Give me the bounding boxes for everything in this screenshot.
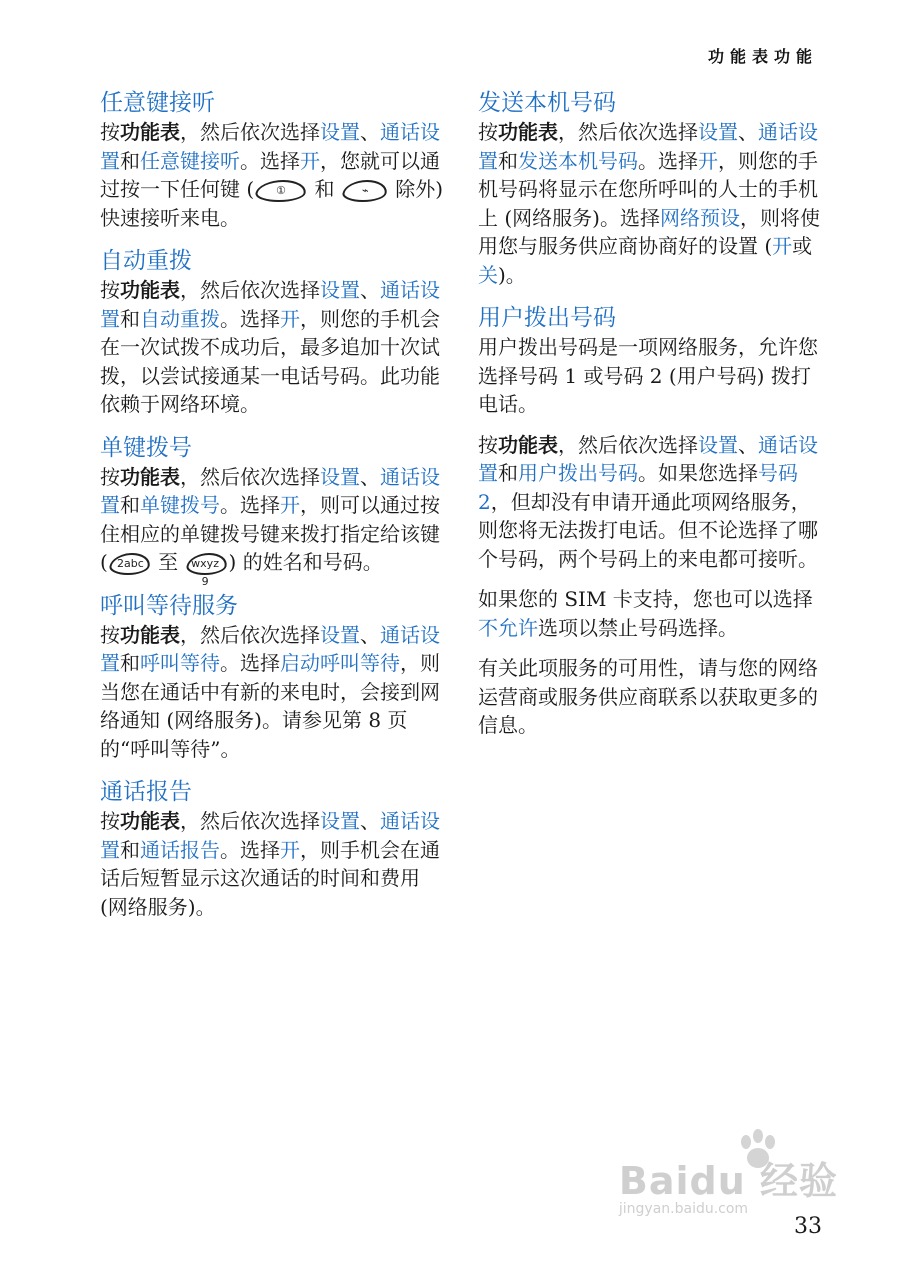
- section-title: 用户拨出号码: [478, 305, 616, 331]
- section-call-summary: [100, 777, 450, 921]
- section-body: 如果您的 SIM 卡支持，您也可以选择不允许选项以禁止号码选择。: [478, 587, 813, 640]
- section-title: 通话报告: [100, 779, 192, 805]
- section-title: 呼叫等待服务: [100, 592, 238, 619]
- page-number: 33: [794, 1214, 822, 1239]
- section-call-waiting: [100, 591, 450, 764]
- section-title: 发送本机号码: [478, 90, 616, 116]
- left-column: [100, 88, 450, 935]
- section-body: 按功能表，然后依次选择设置、通话设置和自动重拨。选择开，则您的手机会在一次试拨不成功后，最多追加十次试拨，以尝试接通某一电话号码。此功能依赖于网络环境。: [100, 278, 440, 416]
- power-key-icon: ①: [254, 180, 309, 202]
- watermark-logo: Baidu 经验: [618, 1159, 838, 1203]
- watermark: [619, 1150, 838, 1217]
- right-column: [478, 88, 823, 754]
- running-head: 功能表功能: [707, 47, 818, 66]
- key-2abc-icon: 2abc: [107, 553, 152, 575]
- section-title: 任意键接听: [100, 90, 215, 116]
- section-auto-redial: [100, 246, 450, 419]
- section-body: 按功能表，然后依次选择设置、通话设置和用户拨出号码。如果您选择号码 2，但却没有申请开通此项网络服务，则您将无法拨打电话。但不论选择了哪个号码，两个号码上的来电都可接听。: [478, 432, 818, 571]
- watermark-url: jingyan.baidu.com: [618, 1201, 749, 1217]
- section-any-key-answer: [100, 88, 450, 232]
- section-body: 按功能表，然后依次选择设置、通话设置和发送本机号码。选择开，则您的手机号码将显示在您所呼叫的人士的手机上 (网络服务)。选择网络预设，则将使用您与服务供应商协商好的设置 (开或关)。: [478, 120, 820, 287]
- key-9wxyz-icon: wxyz 9: [184, 553, 229, 575]
- end-call-key-icon: ⌁: [341, 180, 390, 202]
- section-title: 单键拨号: [100, 434, 192, 461]
- section-send-own-number: [478, 88, 823, 289]
- section-body: 用户拨出号码是一项网络服务，允许您选择号码 1 或号码 2 (用户号码) 拨打电话。: [478, 335, 818, 416]
- section-body: 按功能表，然后依次选择设置、通话设置和任意键接听。选择开，您就可以通过按一下任何键 ( ① 和 ⌁ 除外) 快速接听来电。: [100, 120, 444, 230]
- section-line-in-use: [478, 303, 823, 740]
- section-body: 按功能表，然后依次选择设置、通话设置和单键拨号。选择开，则可以通过按住相应的单键拨号键来拨打指定给该键 ( 2abc 至 wxyz 9) 的姓名和号码。: [100, 464, 440, 588]
- section-body: 按功能表，然后依次选择设置、通话设置和呼叫等待。选择启动呼叫等待，则当您在通话中有新的来电时，会接到网络通知 (网络服务)。请参见第 8 页的“呼叫等待”。: [100, 622, 440, 761]
- section-title: 自动重拨: [100, 248, 192, 274]
- section-body: 按功能表，然后依次选择设置、通话设置和通话报告。选择开，则手机会在通话后短暂显示这次通话的时间和费用 (网络服务)。: [100, 809, 440, 919]
- section-speed-dial: [100, 433, 450, 588]
- section-body: 有关此项服务的可用性，请与您的网络运营商或服务供应商联系以获取更多的信息。: [478, 656, 818, 737]
